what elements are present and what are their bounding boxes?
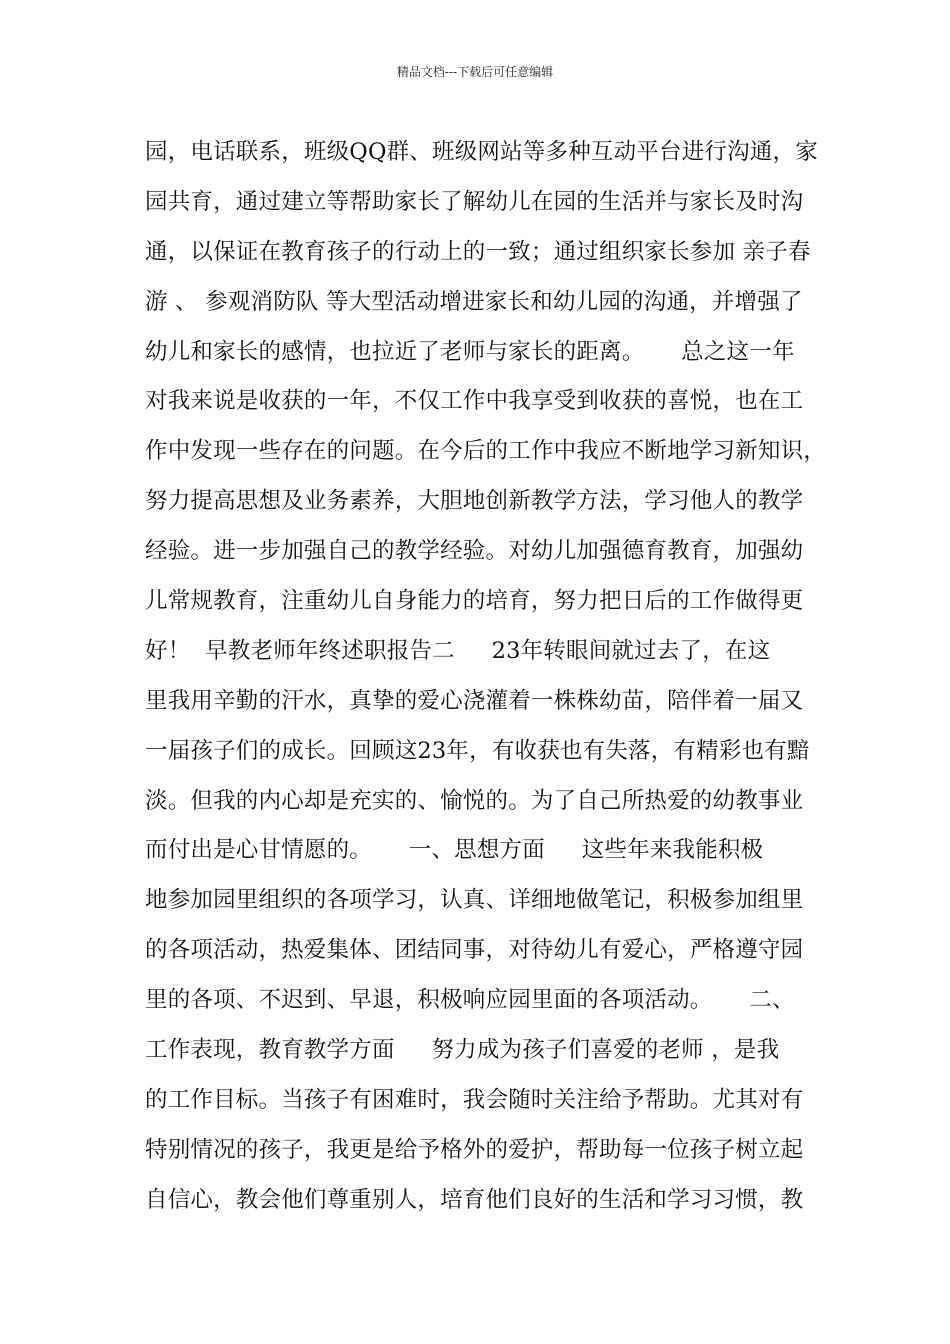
text-line: 园，电话联系，班级QQ群、班级网站等多种互动平台进行沟通，家 [145, 139, 818, 165]
document-body [145, 134, 835, 1232]
text-line: 作中发现一些存在的问题。在今后的工作中我应不断地学习新知识， [145, 438, 827, 465]
text-line: 对我来说是收获的一年，不仅工作中我享受到收获的喜悦，也在工 [145, 388, 804, 415]
text-line: 的各项活动，热爱集体、团结同事，对待幼儿有爱心，严格遵守园 [145, 937, 804, 964]
text-line: 一届孩子们的成长。回顾这23年，有收获也有失落，有精彩也有黯 [145, 737, 810, 764]
text-line: 幼儿和家长的感情，也拉近了老师与家长的距离。 总之这一年 [145, 338, 795, 365]
text-line: 自信心，教会他们尊重别人，培育他们良好的生活和学习习惯，教 [145, 1186, 804, 1213]
text-line: 游 、 参观消防队 等大型活动增进家长和幼儿园的沟通，并增强了 [145, 288, 803, 315]
text-line: 儿常规教育，注重幼儿自身能力的培育，努力把日后的工作做得更 [145, 588, 804, 615]
text-line: 特别情况的孩子，我更是给予格外的爱护，帮助每一位孩子树立起 [145, 1136, 804, 1163]
text-line: 通，以保证在教育孩子的行动上的一致；通过组织家长参加 亲子春 [145, 238, 811, 265]
text-line: 努力提高思想及业务素养，大胆地创新教学方法，学习他人的教学 [145, 488, 804, 515]
text-line: 园共育，通过建立等帮助家长了解幼儿在园的生活并与家长及时沟 [145, 188, 804, 215]
text-line: 好！ 早教老师年终述职报告二 23年转眼间就过去了，在这 [145, 637, 771, 664]
text-line: 淡。但我的内心却是充实的、愉悦的。为了自己所热爱的幼教事业 [145, 787, 804, 814]
text-line: 工作表现，教育教学方面 努力成为孩子们喜爱的老师 ，是我 [145, 1037, 780, 1064]
text-line: 经验。进一步加强自己的教学经验。对幼儿加强德育教育，加强幼 [145, 538, 804, 565]
text-line: 而付出是心甘情愿的。 一、思想方面 这些年来我能积极 [145, 837, 764, 864]
text-line: 的工作目标。当孩子有困难时，我会随时关注给予帮助。尤其对有 [145, 1086, 804, 1113]
text-line: 地参加园里组织的各项学习，认真、详细地做笔记，积极参加组里 [145, 887, 804, 914]
text-line: 里的各项、不迟到、早退，积极响应园里面的各项活动。 二、 [145, 987, 795, 1014]
page-header: 精品文档---下载后可任意编辑 [396, 65, 554, 79]
text-line: 里我用辛勤的汗水，真挚的爱心浇灌着一株株幼苗，陪伴着一届又 [145, 687, 804, 714]
